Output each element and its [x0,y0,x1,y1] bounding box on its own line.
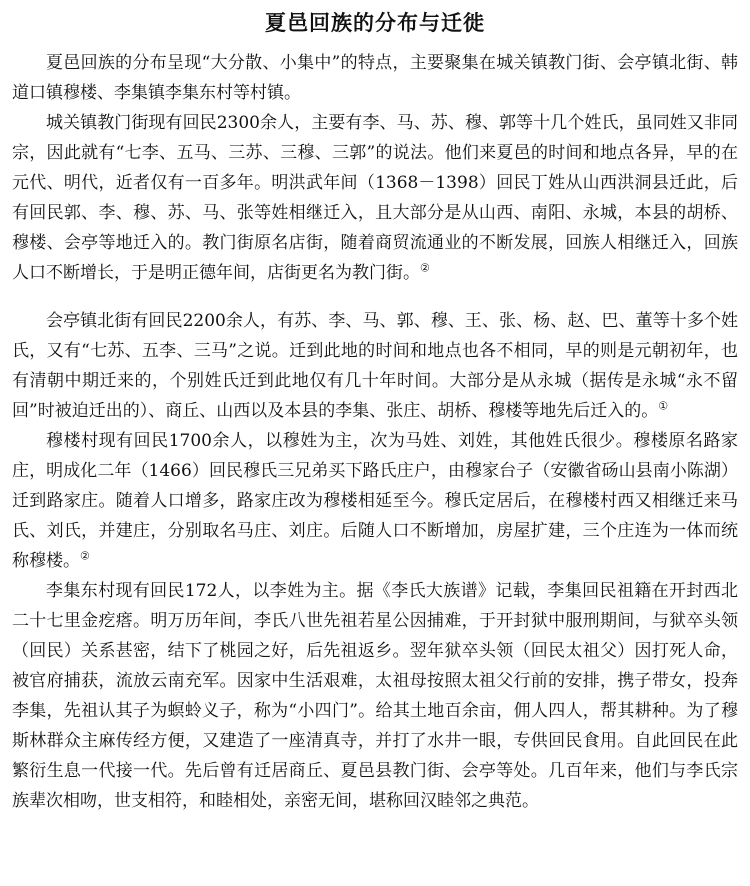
footnote-marker: ② [80,549,90,563]
paragraph-text: 会亭镇北街有回民2200余人，有苏、李、马、郭、穆、王、张、杨、赵、巴、董等十多个姓氏，又有“七苏、五李、三马”之说。迁到此地的时间和地点也各不相同，早的则是元朝初年，也有清朝中期迁来的，个别姓氏迁到此地仅有几十年时间。大部分是从永城（据传是永城“永不留回”时被迫迁出的）、商丘、山西以及本县的李集、张庄、胡桥、穆楼等地先后迁入的。 [12,311,738,421]
paragraph-text: 穆楼村现有回民1700余人，以穆姓为主，次为马姓、刘姓，其他姓氏很少。穆楼原名路家庄，明成化二年（1466）回民穆氏三兄弟买下路氏庄户，由穆家台子（安徽省砀山县南小陈湖）迁到路家庄。随着人口增多，路家庄改为穆楼相延至今。穆氏定居后，在穆楼村西又相继迁来马氏、刘氏，并建庄，分别取名马庄、刘庄。后随人口不断增加，房屋扩建，三个庄连为一体而统称穆楼。 [12,431,738,571]
footnote-marker: ② [420,261,430,275]
paragraph-chengguan [12,108,738,288]
paragraph-liji [12,576,738,816]
paragraph-text: 夏邑回族的分布呈现“大分散、小集中”的特点，主要聚集在城关镇教门街、会亭镇北街、韩道口镇穆楼、李集镇李集东村等村镇。 [12,53,738,103]
footnote-marker: ① [658,399,669,413]
paragraph-text: 城关镇教门街现有回民2300余人，主要有李、马、苏、穆、郭等十几个姓氏，虽同姓又非同宗，因此就有“七李、五马、三苏、三穆、三郭”的说法。他们来夏邑的时间和地点各异，早的在元代、明代，近者仅有一百多年。明洪武年间（1368－1398）回民丁姓从山西洪洞县迁此，后有回民郭、李、穆、苏、马、张等姓相继迁入，且大部分是从山西、南阳、永城，本县的胡桥、穆楼、会亭等地迁入的。教门街原名店街，随着商贸流通业的不断发展，回族人相继迁入，回族人口不断增长，于是明正德年间，店街更名为教门街。 [12,113,738,283]
page-title: 夏邑回族的分布与迁徙 [265,11,485,35]
paragraph-mulou [12,426,738,576]
paragraph-intro [12,48,738,108]
paragraph-text: 李集东村现有回民172人，以李姓为主。据《李氏大族谱》记载，李集回民祖籍在开封西北二十七里金疙瘩。明万历年间，李氏八世先祖若星公因捕难，于开封狱中服刑期间，与狱卒头领（回民）关系甚密，结下了桃园之好，后先祖返乡。翌年狱卒头领（回民太祖父）因打死人命，被官府捕获，流放云南充军。因家中生活艰难，太祖母按照太祖父行前的安排，携子带女，投奔李集，先祖认其子为螟蛉义子，称为“小四门”。给其土地百余亩，佣人四人，帮其耕种。为了穆斯林群众主麻传经方便，又建造了一座清真寺，并打了水井一眼，专供回民食用。自此回民在此繁衍生息一代接一代。先后曾有迁居商丘、夏邑县教门街、会亭等处。几百年来，他们与李氏宗族辈次相吻，世支相符，和睦相处，亲密无间，堪称回汉睦邻之典范。 [12,581,738,811]
paragraph-huiting [12,306,738,426]
